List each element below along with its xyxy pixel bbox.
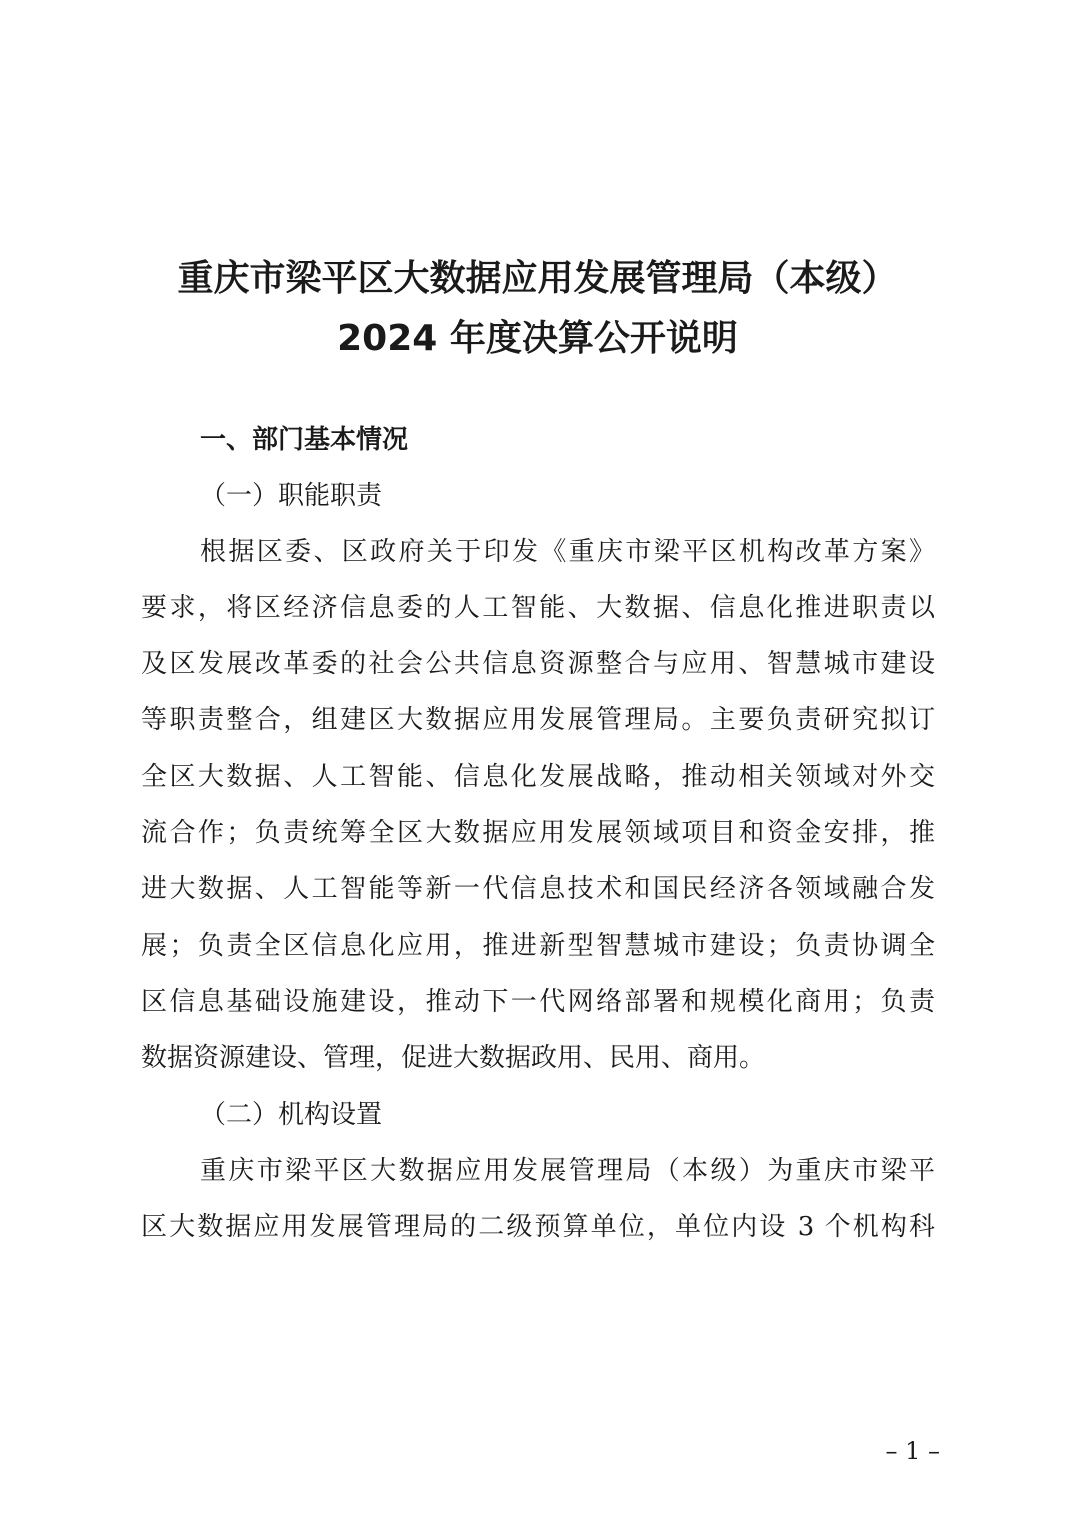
paragraph-line: 根据区委、区政府关于印发《重庆市梁平区机构改革方案》	[200, 537, 935, 567]
paragraph-line: 等职责整合，组建区大数据应用发展管理局。主要负责研究拟订	[141, 705, 935, 735]
paragraph-line: 及区发展改革委的社会公共信息资源整合与应用、智慧城市建设	[141, 649, 935, 679]
section-heading-basic-info: 一、部门基本情况	[200, 425, 409, 455]
paragraph-line: 全区大数据、人工智能、信息化发展战略，推动相关领域对外交	[141, 762, 935, 792]
paragraph-line: 区信息基础设施建设，推动下一代网络部署和规模化商用；负责	[141, 987, 935, 1017]
paragraph-line: 重庆市梁平区大数据应用发展管理局（本级）为重庆市梁平	[200, 1156, 935, 1186]
paragraph-line: 进大数据、人工智能等新一代信息技术和国民经济各领域融合发	[141, 874, 935, 904]
paragraph-line: 要求，将区经济信息委的人工智能、大数据、信息化推进职责以	[141, 593, 935, 623]
document-title-line-1: 重庆市梁平区大数据应用发展管理局（本级）	[177, 258, 898, 299]
paragraph-line: 流合作；负责统筹全区大数据应用发展领域项目和资金安排，推	[141, 818, 935, 848]
page-number: – 1 –	[885, 1437, 940, 1465]
subsection-heading-organization: （二）机构设置	[200, 1100, 383, 1130]
document-title-line-2: 2024 年度决算公开说明	[337, 318, 738, 359]
paragraph-line: 数据资源建设、管理，促进大数据政用、民用、商用。	[141, 1043, 766, 1073]
paragraph-line: 区大数据应用发展管理局的二级预算单位，单位内设 3 个机构科	[141, 1212, 935, 1242]
subsection-heading-functions: （一）职能职责	[200, 481, 383, 511]
paragraph-line: 展；负责全区信息化应用，推进新型智慧城市建设；负责协调全	[141, 931, 935, 961]
